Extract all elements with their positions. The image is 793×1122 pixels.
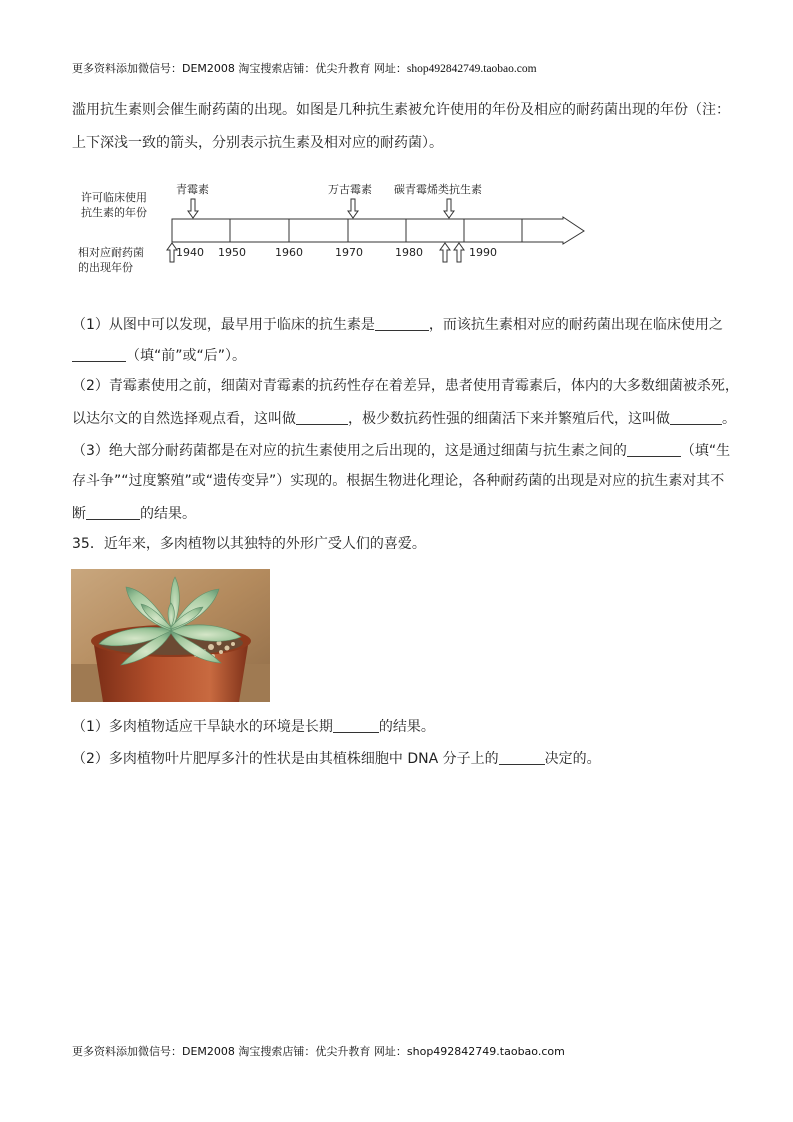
q35-sub-1: （1）多肉植物适应干旱缺水的环境是长期 的结果。 — [72, 719, 435, 735]
q35-title: 35．近年来，多肉植物以其独特的外形广受人们的喜爱。 — [72, 536, 426, 552]
q3-line-3: 断 的结果。 — [72, 506, 196, 522]
year-label: 1990 — [469, 246, 497, 259]
q1-line-1: （1）从图中可以发现，最早用于临床的抗生素是 ，而该抗生素相对应的耐药菌出现在临床使用之 — [72, 317, 723, 333]
top-left-label-2: 抗生素的年份 — [81, 206, 147, 219]
top-left-label-1: 许可临床使用 — [81, 191, 147, 204]
answer-blank[interactable] — [627, 442, 681, 457]
bottom-left-label-2: 的出现年份 — [78, 261, 133, 274]
down-arrow-icon — [188, 199, 198, 218]
up-arrow-icon — [440, 243, 450, 262]
answer-blank[interactable] — [86, 505, 140, 520]
answer-blank[interactable] — [333, 718, 379, 733]
antibiotic-timeline-diagram — [0, 175, 793, 280]
down-arrow-icon — [444, 199, 454, 218]
q2-line-1: （2）青霉素使用之前，细菌对青霉素的抗药性存在着差异，患者使用青霉素后，体内的大多数细菌被杀死， — [72, 378, 739, 394]
antibiotic-label-penicillin: 青霉素 — [176, 183, 209, 196]
antibiotic-label-vancomycin: 万古霉素 — [328, 183, 372, 196]
answer-blank[interactable] — [72, 347, 126, 362]
header-text: 更多资料添加微信号：DEM2008 淘宝搜索店铺：优尖升教育 网址： — [72, 62, 407, 75]
year-label: 1970 — [335, 246, 363, 259]
up-arrow-icon — [454, 243, 464, 262]
q35-sub-2: （2）多肉植物叶片肥厚多汁的性状是由其植株细胞中 DNA 分子上的 决定的。 — [72, 751, 601, 767]
q3-line-1: （3）绝大部分耐药菌都是在对应的抗生素使用之后出现的，这是通过细菌与抗生素之间的 （填“生 — [72, 443, 731, 459]
answer-blank[interactable] — [670, 410, 722, 425]
answer-blank[interactable] — [375, 316, 429, 331]
intro-line-2: 上下深浅一致的箭头，分别表示抗生素及相对应的耐药菌）。 — [72, 135, 443, 151]
antibiotic-label-carbapenem: 碳青霉烯类抗生素 — [394, 183, 482, 196]
page-header — [72, 60, 537, 76]
succulent-photo — [71, 569, 270, 702]
year-label: 1980 — [395, 246, 423, 259]
down-arrow-icon — [348, 199, 358, 218]
q1-line-2: （填“前”或“后”）。 — [72, 347, 246, 363]
timeline-bar — [172, 217, 584, 244]
q2-line-2: 以达尔文的自然选择观点看，这叫做 ，极少数抗药性强的细菌活下来并繁殖后代，这叫做 。 — [72, 411, 736, 427]
year-label: 1960 — [275, 246, 303, 259]
bottom-left-label-1: 相对应耐药菌 — [78, 246, 144, 259]
page-footer: 更多资料添加微信号：DEM2008 淘宝搜索店铺：优尖升教育 网址：shop492842749.taobao.com — [72, 1045, 565, 1058]
q3-line-2: 存斗争”“过度繁殖”或“遗传变异”）实现的。根据生物进化理论，各种耐药菌的出现是对应的抗生素对其不 — [72, 473, 725, 489]
answer-blank[interactable] — [499, 750, 545, 765]
intro-line-1: 滥用抗生素则会催生耐药菌的出现。如图是几种抗生素被允许使用的年份及相应的耐药菌出现的年份（注： — [72, 102, 730, 118]
answer-blank[interactable] — [296, 410, 348, 425]
year-label: 1940 — [176, 246, 204, 259]
header-url: shop492842749.taobao.com — [406, 63, 537, 75]
year-label: 1950 — [218, 246, 246, 259]
